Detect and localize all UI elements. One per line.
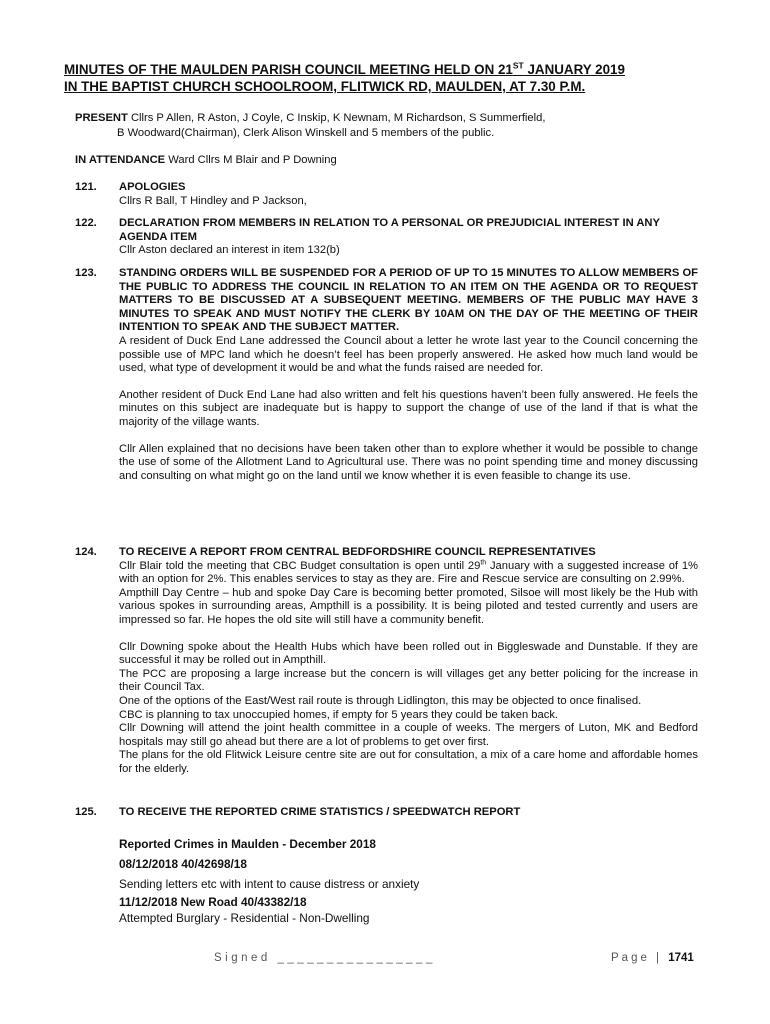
document-title xyxy=(64,61,714,95)
crime-entry-desc: Attempted Burglary - Residential - Non-Dwelling xyxy=(119,911,370,925)
item-heading: STANDING ORDERS WILL BE SUSPENDED FOR A PERIOD OF UP TO 15 MINUTES TO ALLOW MEMBERS OF THE PUBLIC TO ADDRESS THE COUNCIL IN RELATION TO AN ITEM ON THE AGENDA OR TO REQUEST MATTERS TO BE DISCUSSED AT A SUBSEQUENT MEETING. MEMBERS OF THE PUBLIC MAY HAVE 3 MINUTES TO SPEAK AND MUST NOTIFY THE CLERK BY 10AM ON THE DAY OF THE MEETING OF THEIR INTENTION TO SPEAK AND THE SUBJECT MATTER. xyxy=(119,267,698,334)
item-number: 124. xyxy=(75,546,97,558)
present-list xyxy=(75,111,695,140)
present-line-1: Cllrs P Allen, R Aston, J Coyle, C Inskip, K Newnam, M Richardson, S Summerfield, xyxy=(127,112,546,124)
item-paragraph: Cllr Aston declared an interest in item 132(b) xyxy=(119,244,340,257)
crime-entry-desc: Sending letters etc with intent to cause distress or anxiety xyxy=(119,877,420,891)
page-number: Page | 1741 xyxy=(611,952,694,964)
item-number: 125. xyxy=(75,806,97,818)
item-heading: TO RECEIVE A REPORT FROM CENTRAL BEDFORDSHIRE COUNCIL REPRESENTATIVES xyxy=(119,546,596,558)
item-paragraph: The plans for the old Flitwick Leisure centre site are out for consultation, a mix of a care home and affordable homes for the elderly. xyxy=(119,749,698,775)
page-footer xyxy=(0,952,770,972)
attendance-text: Ward Cllrs M Blair and P Downing xyxy=(165,154,337,166)
attendance-label: IN ATTENDANCE xyxy=(75,154,166,166)
agenda-item-122 xyxy=(75,217,698,258)
crime-entry-ref: 11/12/2018 New Road 40/43382/18 xyxy=(119,895,307,909)
title-line-2: IN THE BAPTIST CHURCH SCHOOLROOM, FLITWICK RD, MAULDEN, AT 7.30 P.M. xyxy=(64,79,586,94)
item-paragraph: Cllr Blair told the meeting that CBC Budget consultation is open until 29th January with a suggested increase of 1% with an option for 2%. This enables services to stay as they are. Fire and Rescue service are consulting on 2.99%. xyxy=(119,558,698,586)
crime-entry-ref: 08/12/2018 40/42698/18 xyxy=(119,857,247,871)
agenda-item-123 xyxy=(75,267,698,483)
item-number: 122. xyxy=(75,217,97,229)
item-number: 123. xyxy=(75,267,97,279)
agenda-item-124 xyxy=(75,546,698,777)
crime-report-heading: Reported Crimes in Maulden - December 2018 xyxy=(119,837,376,851)
item-paragraph: Cllr Downing will attend the joint health committee in a couple of weeks. The mergers of Luton, MK and Bedford hospitals may still go ahead but there are a lot of problems to get over first. xyxy=(119,722,698,748)
item-heading: APOLOGIES xyxy=(119,181,186,193)
item-paragraph: CBC is planning to tax unoccupied homes, if empty for 5 years they could be taken back. xyxy=(119,708,559,721)
agenda-item-121 xyxy=(75,181,698,208)
item-paragraph: Ampthill Day Centre – hub and spoke Day Care is becoming better promoted, Silsoe will most likely be the Hub with various spokes in surrounding areas, Ampthill is a possibility. It is being piloted and tested currently and users are impressed so far. He hopes the old site will still have a community benefit. xyxy=(119,586,698,626)
crime-report xyxy=(119,837,679,926)
item-paragraph: Cllr Downing spoke about the Health Hubs which have been rolled out in Biggleswade and Dunstable. If they are successful it may be rolled out in Ampthill. xyxy=(119,640,698,667)
item-heading: TO RECEIVE THE REPORTED CRIME STATISTICS / SPEEDWATCH REPORT xyxy=(119,806,521,818)
item-paragraph: Cllr Allen explained that no decisions have been taken other than to explore whether it would be possible to change the use of some of the Allotment Land to Agricultural use. There was no point spending time and money discussing and consulting on what might go on the land until we know whether it is even feasible to change its use. xyxy=(119,442,698,482)
item-paragraph: One of the options of the East/West rail route is through Lidlington, this may be objected to once finalised. xyxy=(119,694,642,707)
item-paragraph: Another resident of Duck End Lane had also written and felt his questions haven’t been fully answered. He feels the minutes on this subject are inadequate but is happy to support the change of use of the land if that is what the majority of the village wants. xyxy=(119,388,698,428)
present-label: PRESENT xyxy=(75,112,128,124)
item-paragraph: The PCC are proposing a large increase but the concern is will villages get any better policing for the increase in their Council Tax. xyxy=(119,667,698,694)
attendance-list xyxy=(75,153,695,168)
signature-line: Signed ________________ xyxy=(214,952,436,964)
item-heading: DECLARATION FROM MEMBERS IN RELATION TO A PERSONAL OR PREJUDICIAL INTEREST IN ANY AGENDA ITEM xyxy=(119,217,660,243)
present-line-2: B Woodward(Chairman), Clerk Alison Winskell and 5 members of the public. xyxy=(117,126,495,139)
agenda-item-125 xyxy=(75,806,698,820)
title-line-1: MINUTES OF THE MAULDEN PARISH COUNCIL MEETING HELD ON 21ST JANUARY 2019 xyxy=(64,60,625,77)
item-paragraph: A resident of Duck End Lane addressed the Council about a letter he wrote last year to the Council concerning the possible use of MPC land which he doesn’t feel has been properly answered. He asked how much land would be used, what type of development it would be and what the funds raised are needed for. xyxy=(119,334,698,375)
item-number: 121. xyxy=(75,181,97,193)
item-paragraph: Cllrs R Ball, T Hindley and P Jackson, xyxy=(119,194,307,207)
